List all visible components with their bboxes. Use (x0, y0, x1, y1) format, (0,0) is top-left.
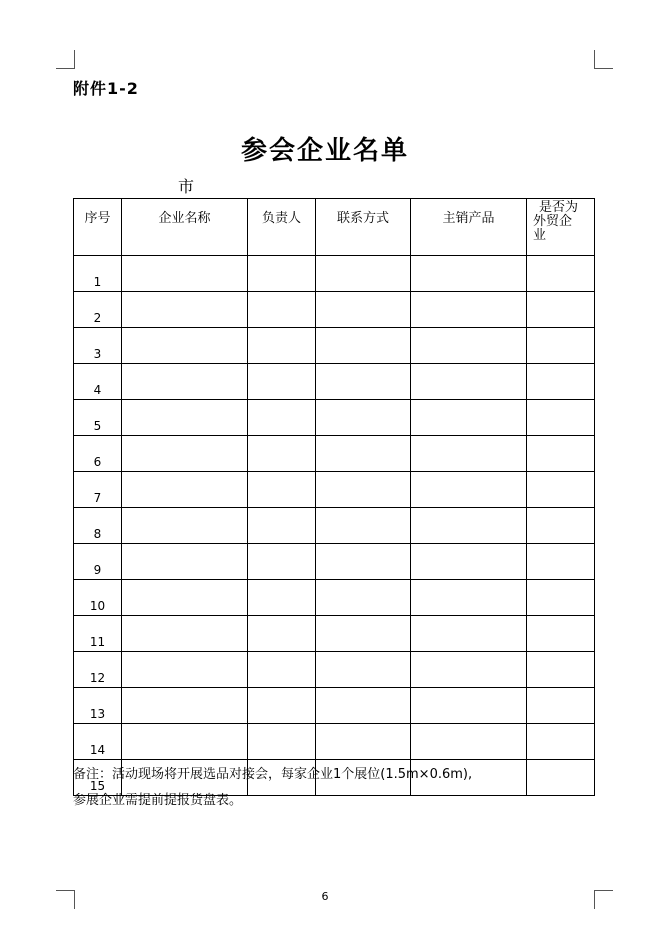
table-row (74, 688, 595, 724)
table-row (74, 544, 595, 580)
cell-seq: 11 (74, 616, 122, 652)
header-foreign-trade-line3: 业 (533, 228, 547, 243)
cell-company-name[interactable] (122, 472, 248, 508)
cell-contact[interactable] (316, 292, 411, 328)
cell-main-products[interactable] (411, 400, 527, 436)
cell-manager[interactable] (248, 508, 316, 544)
header-seq: 序号 (74, 199, 122, 256)
cell-foreign-trade[interactable] (527, 256, 595, 292)
cell-manager[interactable] (248, 400, 316, 436)
cell-seq: 8 (74, 508, 122, 544)
cell-main-products[interactable] (411, 688, 527, 724)
cell-contact[interactable] (316, 436, 411, 472)
header-foreign-trade-line1: 是否为 (539, 200, 579, 215)
cell-manager[interactable] (248, 580, 316, 616)
cell-contact[interactable] (316, 580, 411, 616)
cell-foreign-trade[interactable] (527, 472, 595, 508)
cell-company-name[interactable] (122, 400, 248, 436)
cell-manager[interactable] (248, 328, 316, 364)
cell-foreign-trade[interactable] (527, 616, 595, 652)
cell-main-products[interactable] (411, 364, 527, 400)
cell-company-name[interactable] (122, 616, 248, 652)
cell-foreign-trade[interactable] (527, 328, 595, 364)
cell-company-name[interactable] (122, 364, 248, 400)
table-row (74, 472, 595, 508)
cell-seq: 1 (74, 256, 122, 292)
cell-company-name[interactable] (122, 544, 248, 580)
remark-line-1: 备注：活动现场将开展选品对接会，每家企业1个展位(1.5m×0.6m), (73, 767, 473, 782)
cell-manager[interactable] (248, 688, 316, 724)
cell-company-name[interactable] (122, 292, 248, 328)
cell-seq: 12 (74, 652, 122, 688)
cell-seq: 14 (74, 724, 122, 760)
header-foreign-trade-line2: 外贸企 (533, 214, 573, 229)
table-row (74, 436, 595, 472)
cell-foreign-trade[interactable] (527, 508, 595, 544)
header-company-name: 企业名称 (122, 199, 248, 256)
cell-manager[interactable] (248, 256, 316, 292)
cell-company-name[interactable] (122, 688, 248, 724)
cell-company-name[interactable] (122, 652, 248, 688)
table-header-row (74, 199, 595, 256)
cell-contact[interactable] (316, 364, 411, 400)
cell-main-products[interactable] (411, 328, 527, 364)
remark-line-2: 参展企业需提前提报货盘表。 (73, 793, 243, 808)
cell-main-products[interactable] (411, 472, 527, 508)
cell-main-products[interactable] (411, 256, 527, 292)
cell-main-products[interactable] (411, 544, 527, 580)
cell-contact[interactable] (316, 472, 411, 508)
cell-contact[interactable] (316, 508, 411, 544)
cell-foreign-trade[interactable] (527, 580, 595, 616)
cell-contact[interactable] (316, 688, 411, 724)
cell-foreign-trade[interactable] (527, 688, 595, 724)
table-row (74, 364, 595, 400)
cell-main-products[interactable] (411, 580, 527, 616)
cell-company-name[interactable] (122, 724, 248, 760)
cell-contact[interactable] (316, 256, 411, 292)
cell-company-name[interactable] (122, 508, 248, 544)
cell-foreign-trade[interactable] (527, 724, 595, 760)
cell-main-products[interactable] (411, 292, 527, 328)
page-number: 6 (321, 890, 329, 903)
table-row (74, 616, 595, 652)
cell-seq: 10 (74, 580, 122, 616)
cell-seq: 6 (74, 436, 122, 472)
cell-company-name[interactable] (122, 580, 248, 616)
cell-main-products[interactable] (411, 436, 527, 472)
cell-manager[interactable] (248, 652, 316, 688)
cell-foreign-trade[interactable] (527, 292, 595, 328)
header-contact: 联系方式 (316, 199, 411, 256)
cell-seq: 2 (74, 292, 122, 328)
cell-contact[interactable] (316, 544, 411, 580)
cell-seq: 5 (74, 400, 122, 436)
header-foreign-trade (527, 199, 595, 256)
cell-foreign-trade[interactable] (527, 400, 595, 436)
cell-contact[interactable] (316, 652, 411, 688)
cell-company-name[interactable] (122, 436, 248, 472)
page-title: 参会企业名单 (240, 136, 409, 166)
crop-mark-top-right (594, 50, 613, 69)
cell-company-name[interactable] (122, 256, 248, 292)
crop-mark-top-left (56, 50, 75, 69)
cell-contact[interactable] (316, 328, 411, 364)
header-main-products: 主销产品 (411, 199, 527, 256)
table-row (74, 652, 595, 688)
table-row (74, 724, 595, 760)
cell-seq: 3 (74, 328, 122, 364)
cell-seq: 13 (74, 688, 122, 724)
cell-seq: 9 (74, 544, 122, 580)
cell-main-products[interactable] (411, 508, 527, 544)
table-row (74, 256, 595, 292)
cell-manager[interactable] (248, 292, 316, 328)
cell-company-name[interactable] (122, 328, 248, 364)
cell-manager[interactable] (248, 472, 316, 508)
table-row (74, 328, 595, 364)
cell-manager[interactable] (248, 436, 316, 472)
cell-contact[interactable] (316, 616, 411, 652)
cell-main-products[interactable] (411, 724, 527, 760)
attachment-label: 附件1-2 (73, 79, 139, 98)
header-manager: 负责人 (248, 199, 316, 256)
cell-main-products[interactable] (411, 616, 527, 652)
cell-manager[interactable] (248, 364, 316, 400)
cell-foreign-trade[interactable] (527, 544, 595, 580)
cell-foreign-trade[interactable] (527, 364, 595, 400)
cell-foreign-trade[interactable] (527, 652, 595, 688)
cell-seq: 15 (74, 760, 122, 796)
cell-contact[interactable] (316, 724, 411, 760)
remark-note (73, 762, 593, 814)
cell-seq: 7 (74, 472, 122, 508)
cell-manager[interactable] (248, 616, 316, 652)
cell-seq: 4 (74, 364, 122, 400)
table-row (74, 508, 595, 544)
cell-manager[interactable] (248, 724, 316, 760)
company-list-table (73, 198, 595, 796)
city-label: 市 (178, 177, 195, 196)
table-row (74, 292, 595, 328)
cell-contact[interactable] (316, 400, 411, 436)
table-row (74, 400, 595, 436)
cell-main-products[interactable] (411, 652, 527, 688)
cell-manager[interactable] (248, 544, 316, 580)
table-row (74, 580, 595, 616)
cell-foreign-trade[interactable] (527, 436, 595, 472)
